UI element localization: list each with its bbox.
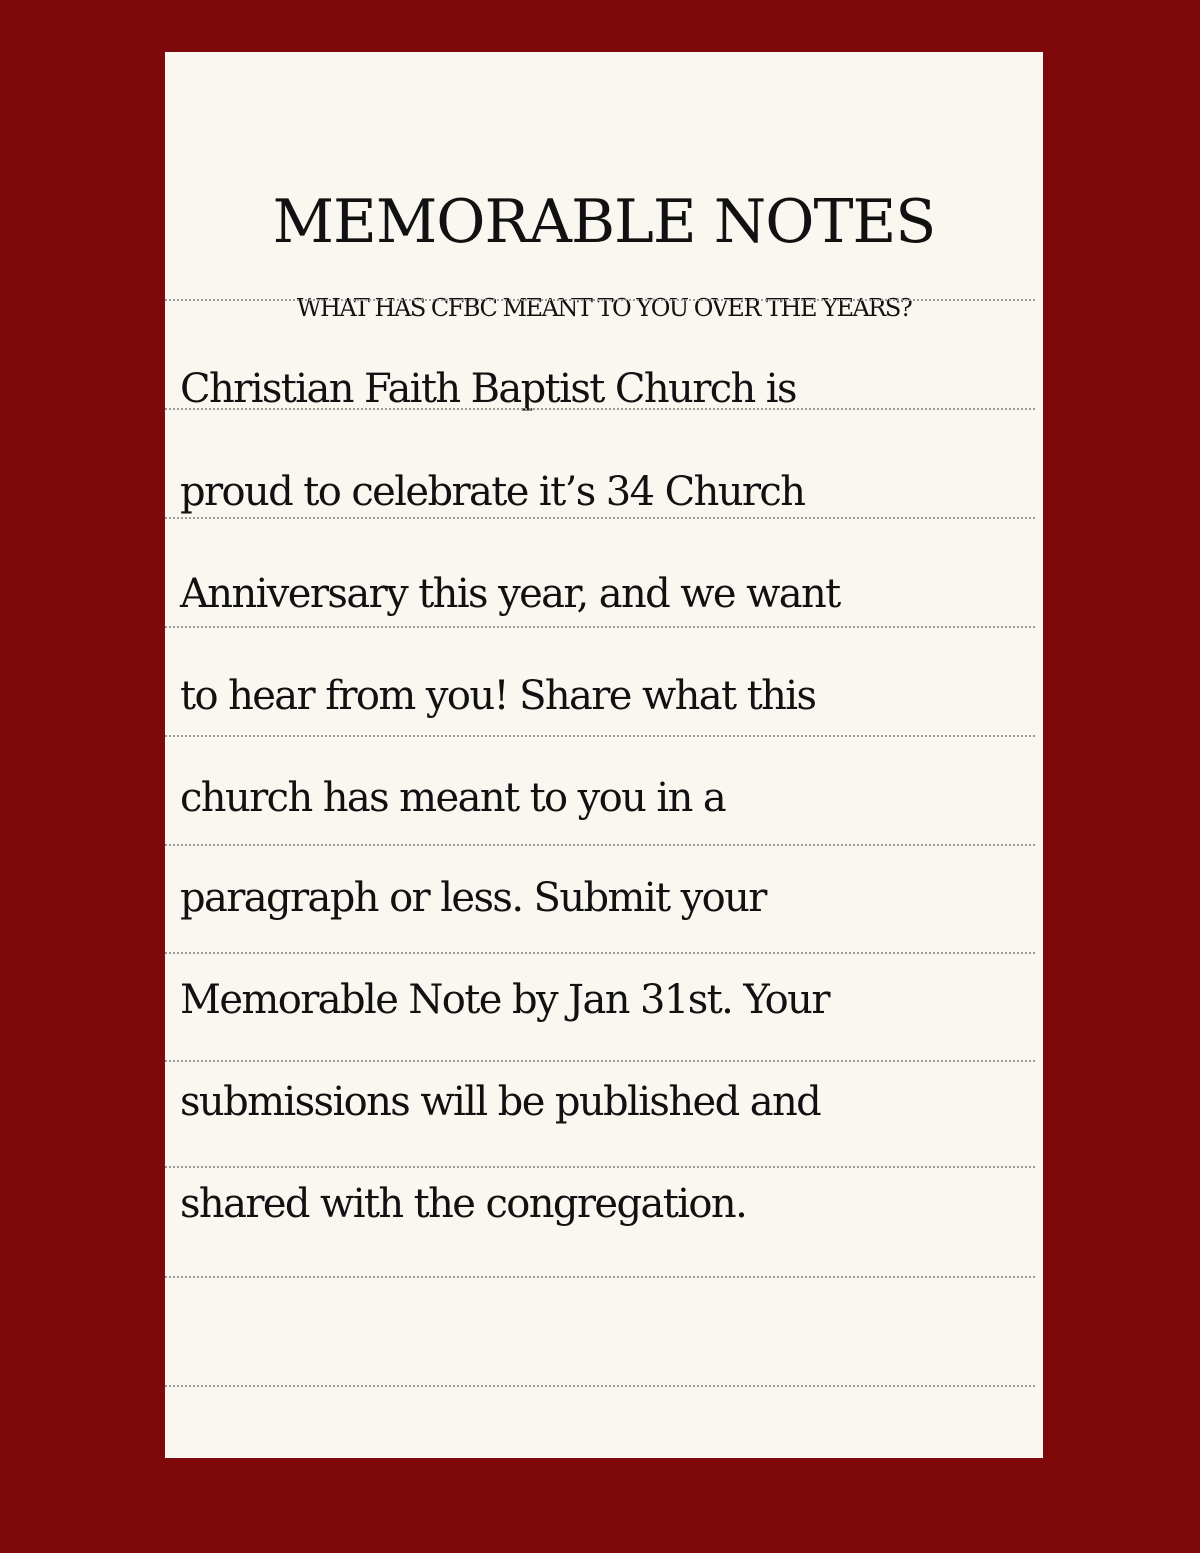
body-line: church has meant to you in a (180, 775, 726, 821)
body-line: shared with the congregation. (180, 1181, 747, 1227)
page-subtitle: WHAT HAS CFBC MEANT TO YOU OVER THE YEARS? (296, 294, 912, 322)
body-line: Anniversary this year, and we want (180, 571, 840, 617)
dotted-rule (165, 517, 1035, 519)
memorable-notes-card (165, 52, 1043, 1458)
body-line: paragraph or less. Submit your (180, 875, 766, 921)
dotted-rule (165, 626, 1035, 628)
body-line: proud to celebrate it’s 34 Church (180, 469, 805, 515)
dotted-rule (165, 1385, 1035, 1387)
dotted-rule (165, 408, 1035, 410)
dotted-rule (165, 735, 1035, 737)
dotted-rule (165, 952, 1035, 954)
body-line: submissions will be published and (180, 1079, 821, 1125)
page-title: MEMORABLE NOTES (272, 187, 936, 257)
body-line: Memorable Note by Jan 31st. Your (180, 977, 829, 1023)
body-line: to hear from you! Share what this (180, 673, 816, 719)
dotted-rule (165, 844, 1035, 846)
dotted-rule (165, 1060, 1035, 1062)
dotted-rule (165, 1166, 1035, 1168)
dotted-rule (165, 1276, 1035, 1278)
body-line: Christian Faith Baptist Church is (180, 366, 796, 412)
dotted-rule (165, 299, 1035, 301)
